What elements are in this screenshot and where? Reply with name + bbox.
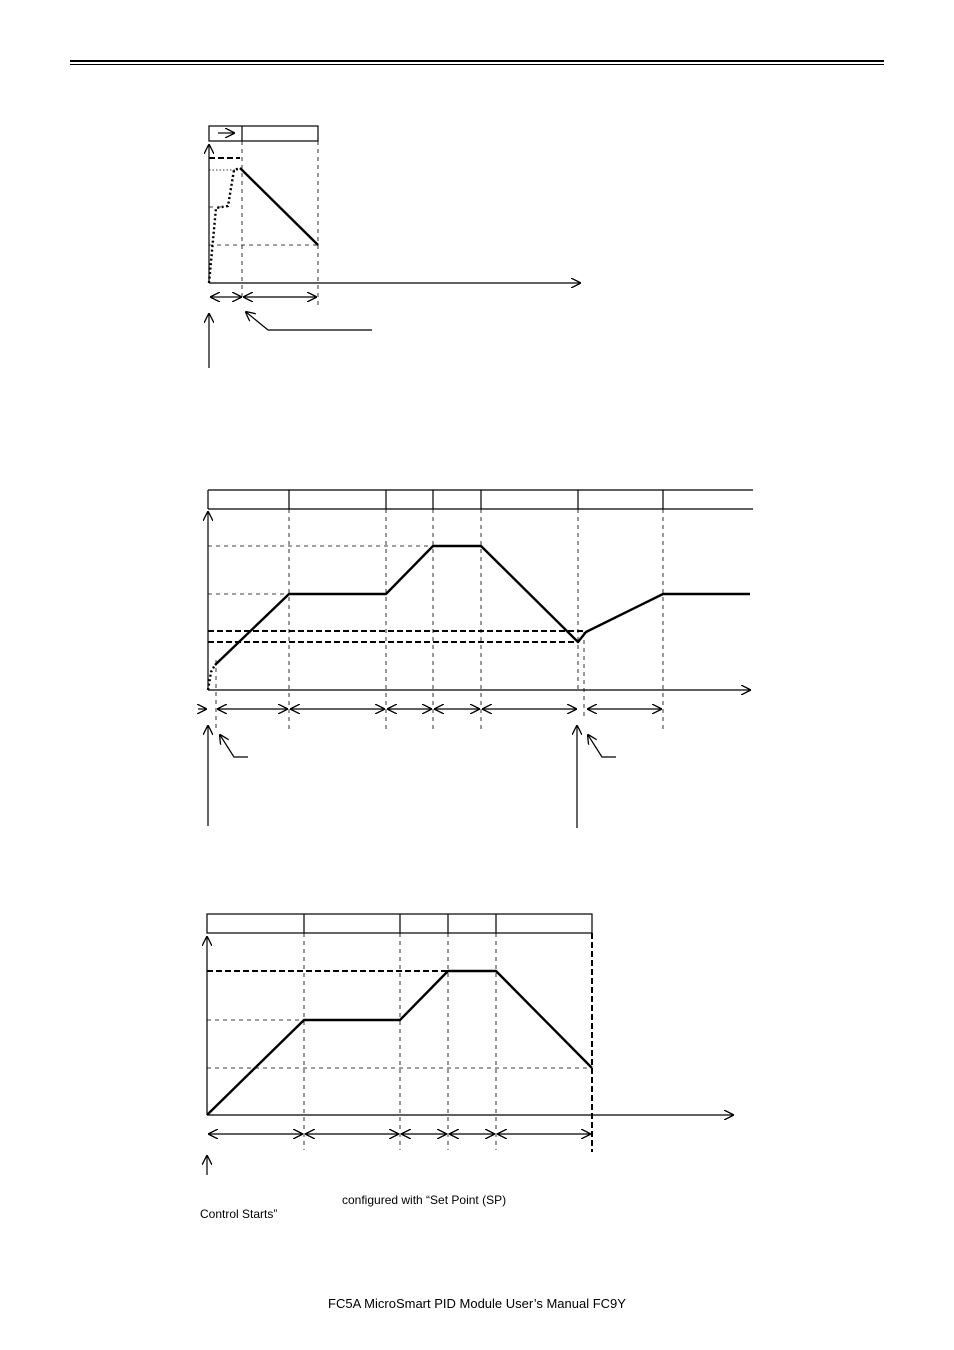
pointer-leader	[588, 735, 616, 757]
header-rule	[70, 60, 884, 62]
sp-ramp-line	[240, 168, 318, 245]
pointer-leader	[246, 312, 372, 330]
diagram-1-program-profile	[0, 120, 954, 380]
diagram-2-program-profile	[0, 480, 954, 840]
caption-sp-config: configured with “Set Point (SP)	[342, 1193, 507, 1207]
caption-control-starts: Control Starts”	[200, 1207, 278, 1221]
page-footer: FC5A MicroSmart PID Module User’s Manual FC9Y	[328, 1296, 626, 1311]
sp-program-line	[207, 971, 592, 1115]
pv-startup-curve	[209, 168, 240, 283]
header-rule-thin	[70, 64, 884, 65]
diagram-3-program-profile	[0, 905, 954, 1180]
pointer-leader	[220, 735, 248, 757]
pv-startup-curve	[208, 665, 215, 690]
sp-program-line	[215, 546, 750, 665]
